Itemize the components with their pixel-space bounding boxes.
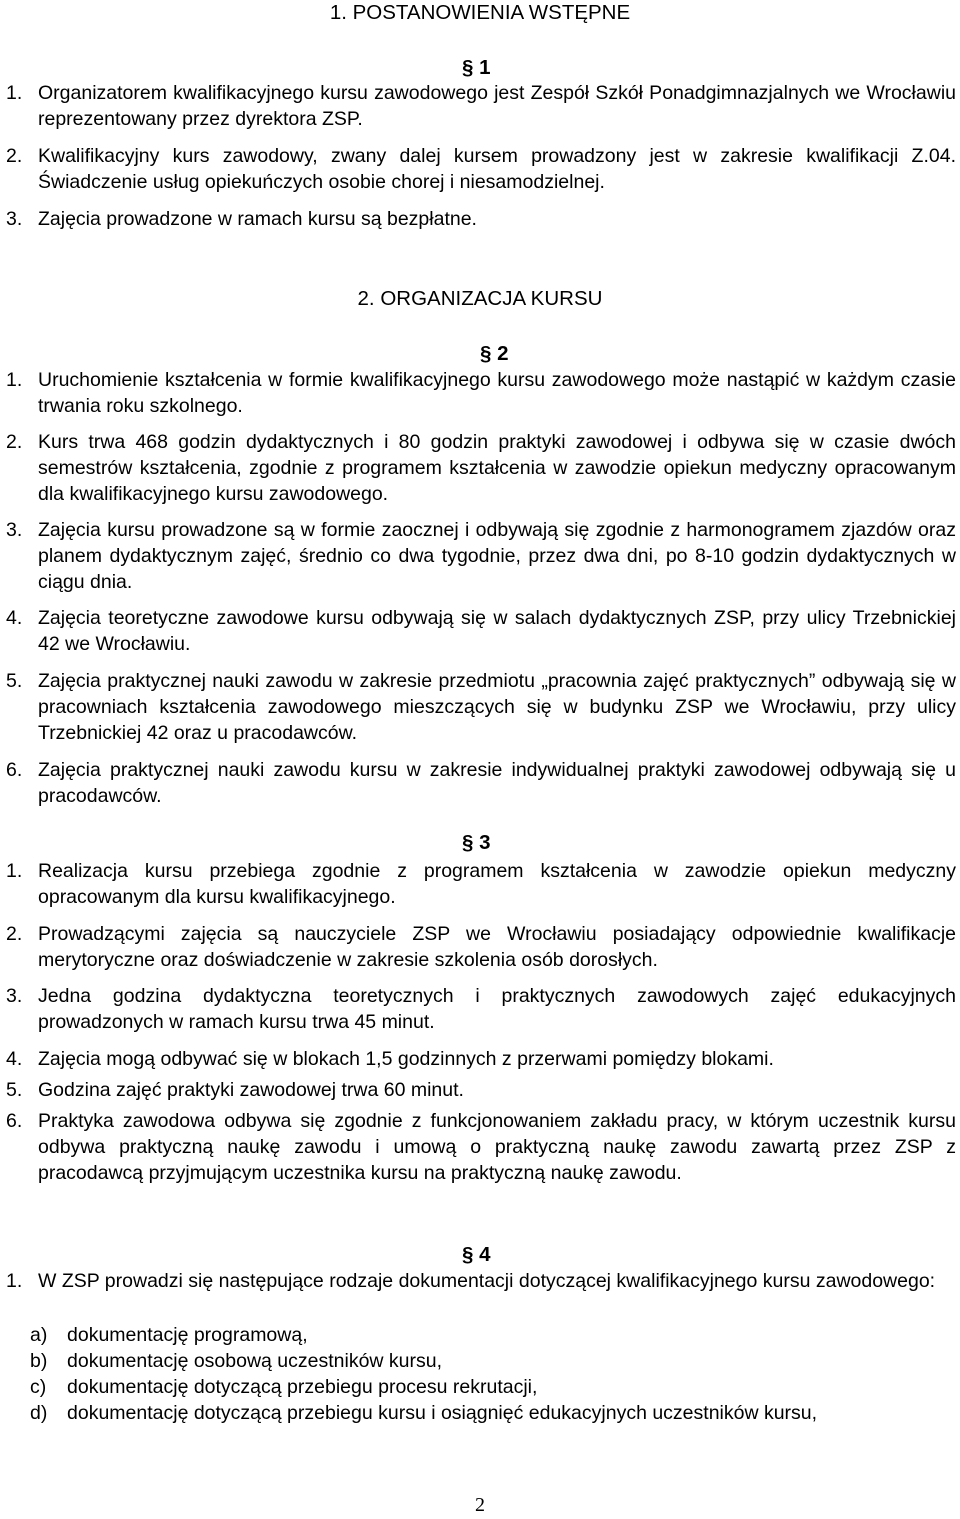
item-text: Zajęcia kursu prowadzone są w formie zaocznej i odbywają się zgodnie z harmonogramem zjazdów oraz planem dydaktycznym zajęć, średnio co dwa tygodnie, przez dwa dni, po 8-10 godzin dydaktycznych w ciągu dnia.: [38, 519, 956, 593]
sub-list-item: [30, 1348, 956, 1374]
list-item: [6, 517, 956, 595]
list-item: [6, 80, 956, 132]
sub-item-letter: c): [30, 1376, 47, 1398]
item-text: Zajęcia teoretyczne zawodowe kursu odbywają się w salach dydaktycznych ZSP, przy ulicy Trzebnickiej 42 we Wrocławiu.: [38, 607, 956, 655]
sub-item-letter: d): [30, 1402, 48, 1424]
sub-item-letter: b): [30, 1350, 48, 1372]
sub-list-item: [30, 1374, 956, 1400]
item-number: 1.: [6, 369, 23, 391]
list-item: [6, 143, 956, 195]
sub-item-text: dokumentację dotyczącą przebiegu kursu i osiągnięć edukacyjnych uczestników kursu,: [67, 1402, 818, 1424]
list-item: [6, 1108, 956, 1186]
item-number: 2.: [6, 923, 23, 945]
section-heading: 1. POSTANOWIENIA WSTĘPNE: [329, 1, 631, 24]
sub-item-letter: a): [30, 1324, 48, 1346]
list-item: [6, 206, 956, 232]
item-text: Godzina zajęć praktyki zawodowej trwa 60 minut.: [38, 1079, 464, 1101]
list-item: [6, 858, 956, 910]
paragraph-sign: § 3: [462, 831, 491, 854]
item-number: 5.: [6, 670, 23, 692]
sub-list-item: [30, 1400, 956, 1426]
sub-item-text: dokumentację osobową uczestników kursu,: [67, 1350, 443, 1372]
list-item: [6, 921, 956, 973]
item-text: Uruchomienie kształcenia w formie kwalifikacyjnego kursu zawodowego może nastąpić w każdym czasie trwania roku szkolnego.: [38, 369, 956, 417]
paragraph-sign: § 1: [462, 56, 491, 79]
list-item: [6, 605, 956, 657]
item-text: Zajęcia mogą odbywać się w blokach 1,5 godzinnych z przerwami pomiędzy blokami.: [38, 1048, 774, 1070]
list-item: [6, 1046, 956, 1072]
sub-list-item: [30, 1322, 956, 1348]
sub-item-text: dokumentację programową,: [67, 1324, 308, 1346]
item-text: Zajęcia prowadzone w ramach kursu są bezpłatne.: [38, 208, 477, 230]
item-number: 2.: [6, 145, 23, 167]
item-number: 4.: [6, 1048, 23, 1070]
item-text: Kurs trwa 468 godzin dydaktycznych i 80 godzin praktyki zawodowej i odbywa się w czasie dwóch semestrów kształcenia, zgodnie z programem kształcenia w zawodzie opiekun medyczny opracowanym dla kwalifikacyjnego kursu zawodowego.: [38, 431, 956, 505]
list-item: [6, 429, 956, 507]
paragraph-sign: § 4: [462, 1243, 491, 1266]
item-text: Zajęcia praktycznej nauki zawodu kursu w zakresie indywidualnej praktyki zawodowej odbywają się u pracodawców.: [38, 759, 956, 807]
list-item: [6, 1268, 956, 1294]
item-number: 5.: [6, 1079, 23, 1101]
item-text: Praktyka zawodowa odbywa się zgodnie z funkcjonowaniem zakładu pracy, w którym uczestnik kursu odbywa praktyczną naukę zawodu i umową o praktyczną naukę zawodu zawartą przez ZSP z pracodawcą przyjmującym uczestnika kursu na praktyczną naukę zawodu.: [38, 1110, 956, 1184]
item-text: Realizacja kursu przebiega zgodnie z programem kształcenia w zawodzie opiekun medyczny opracowanym dla kursu kwalifikacyjnego.: [38, 860, 956, 908]
list-item: [6, 1077, 956, 1103]
item-number: 6.: [6, 1110, 23, 1132]
item-text: Kwalifikacyjny kurs zawodowy, zwany dalej kursem prowadzony jest w zakresie kwalifikacji Z.04. Świadczenie usług opiekuńczych osobie chorej i niesamodzielnej.: [38, 145, 956, 193]
item-number: 1.: [6, 860, 23, 882]
item-number: 3.: [6, 985, 23, 1007]
item-text: W ZSP prowadzi się następujące rodzaje dokumentacji dotyczącej kwalifikacyjnego kursu zawodowego:: [38, 1270, 936, 1292]
item-number: 1.: [6, 82, 23, 104]
item-text: Jedna godzina dydaktyczna teoretycznych i praktycznych zawodowych zajęć edukacyjnych prowadzonych w ramach kursu trwa 45 minut.: [38, 985, 956, 1033]
sub-item-text: dokumentację dotyczącą przebiegu procesu rekrutacji,: [67, 1376, 538, 1398]
list-item: [6, 668, 956, 746]
item-number: 3.: [6, 519, 23, 541]
paragraph-sign: § 2: [480, 342, 509, 365]
item-text: Prowadzącymi zajęcia są nauczyciele ZSP we Wrocławiu posiadający odpowiednie kwalifikacje merytoryczne oraz doświadczenie w zakresie szkolenia osób dorosłych.: [38, 923, 956, 971]
section-heading: 2. ORGANIZACJA KURSU: [357, 287, 603, 310]
item-text: Zajęcia praktycznej nauki zawodu w zakresie przedmiotu „pracownia zajęć praktycznych” odbywają się w pracowniach kształcenia zawodowego mieszczących się w budynku ZSP we Wrocławiu, przy ulicy Trzebnickiej 42 oraz u pracodawców.: [38, 670, 956, 744]
page-number: 2: [475, 1494, 485, 1516]
item-number: 6.: [6, 759, 23, 781]
item-text: Organizatorem kwalifikacyjnego kursu zawodowego jest Zespół Szkół Ponadgimnazjalnych we Wrocławiu reprezentowany przez dyrektora ZSP.: [38, 82, 956, 130]
item-number: 4.: [6, 607, 23, 629]
list-item: [6, 983, 956, 1035]
item-number: 3.: [6, 208, 23, 230]
item-number: 1.: [6, 1270, 23, 1292]
item-number: 2.: [6, 431, 23, 453]
list-item: [6, 757, 956, 809]
list-item: [6, 367, 956, 419]
